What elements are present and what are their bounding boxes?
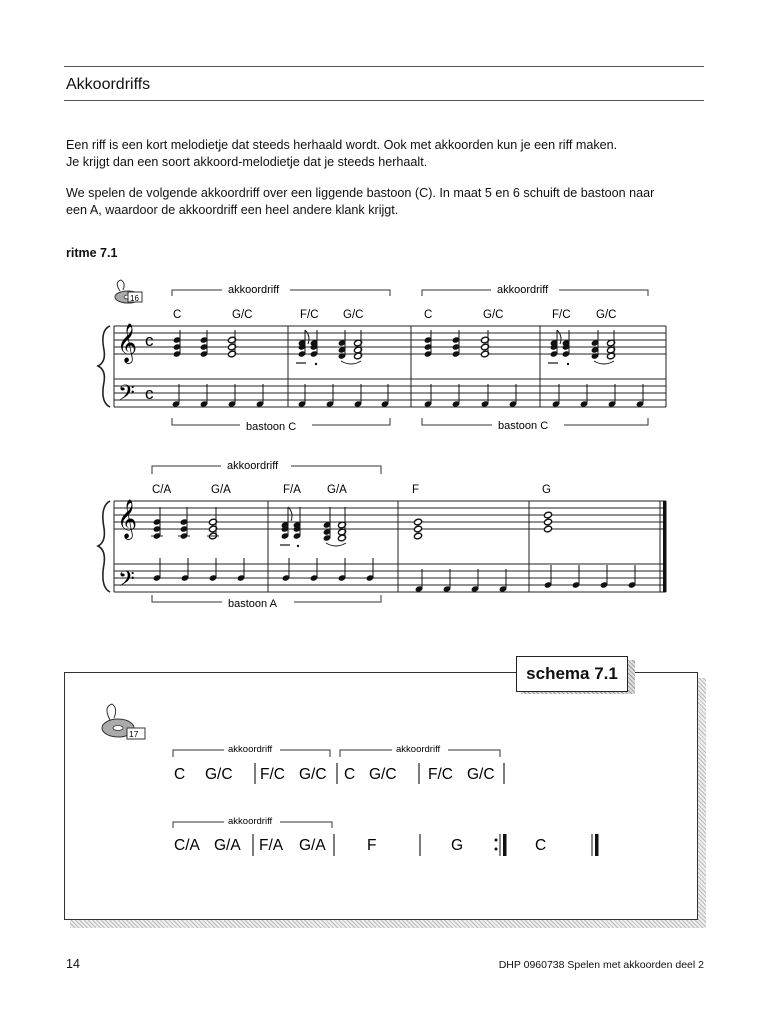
schema-riff-label: akkoordriff (228, 744, 273, 755)
chord-symbol: F (412, 484, 420, 496)
explanation-line-2: een A, waardoor de akkoordriff een heel andere klank krijgt. (66, 203, 399, 217)
schema-chord: F (367, 837, 377, 854)
riff-label-1a: akkoordriff (228, 284, 280, 296)
chord-symbol: C/A (152, 484, 172, 496)
final-barline (663, 501, 667, 592)
explanation-line-1: We spelen de volgende akkoordriff over een liggende bastoon (C). In maat 5 en 6 schuift de bastoon naar (66, 186, 655, 200)
chord-symbol: G/C (343, 309, 364, 321)
schema-chord: G/C (369, 766, 397, 783)
bass-staff-2 (114, 564, 666, 592)
bass-clef-icon: 𝄢 (118, 566, 135, 596)
treble-clef-icon: 𝄞 (117, 500, 138, 538)
schema-chord: C (535, 837, 547, 854)
schema-chord: G/C (467, 766, 495, 783)
bass-label-1b: bastoon C (498, 420, 549, 432)
schema-chord: F/A (259, 837, 284, 854)
chord-symbol: C (173, 309, 182, 321)
schema-content (0, 680, 768, 920)
schema-chord: G/C (299, 766, 327, 783)
treble-chords-system-1 (173, 330, 616, 365)
schema-title: schema 7.1 (516, 656, 628, 692)
treble-chords-system-2 (151, 507, 552, 547)
track-16-number: 16 (130, 294, 139, 303)
chord-symbol: F/A (283, 484, 301, 496)
chord-symbol: F/C (552, 309, 571, 321)
schema-final-barline (595, 834, 599, 856)
bass-notes-system-2 (153, 558, 637, 593)
chord-symbol: F/C (300, 309, 319, 321)
intro-line-1: Een riff is een kort melodietje dat steeds herhaald wordt. Ook met akkoorden kun je een riff maken. (66, 138, 618, 152)
schema-chord: F/C (428, 766, 453, 783)
bass-notes-system-1 (172, 384, 645, 408)
chord-symbol: G/C (483, 309, 504, 321)
bass-label-2: bastoon A (228, 598, 277, 610)
repeat-dots (495, 839, 498, 842)
page-title: Akkoordriffs (66, 76, 151, 93)
schema-chord: G (451, 837, 464, 854)
rhythm-label: ritme 7.1 (66, 246, 118, 260)
treble-staff-2 (114, 501, 666, 529)
schema-chord: G/C (205, 766, 233, 783)
schema-riff-label: akkoordriff (228, 816, 273, 827)
track-17-number: 17 (129, 729, 139, 739)
brace (98, 501, 110, 592)
time-signature: c (145, 384, 154, 403)
schema-chord: F/C (260, 766, 285, 783)
treble-staff-1 (114, 326, 666, 354)
chord-symbol: G/A (211, 484, 231, 496)
riff-label-1b: akkoordriff (497, 284, 549, 296)
bass-clef-icon: 𝄢 (118, 380, 135, 410)
cd-track-17-icon (102, 704, 145, 739)
chord-symbol: G/C (232, 309, 253, 321)
schema-chord: C (174, 766, 186, 783)
chord-symbol: G/A (327, 484, 347, 496)
chord-symbol: G (542, 484, 551, 496)
footer-publication: DHP 0960738 Spelen met akkoorden deel 2 (498, 959, 704, 971)
page-number: 14 (66, 957, 80, 971)
time-signature: c (145, 331, 154, 350)
repeat-barline (503, 834, 507, 856)
riff-label-2: akkoordriff (227, 460, 279, 472)
intro-line-2: Je krijgt dan een soort akkoord-melodietje dat je steeds herhaalt. (66, 155, 428, 169)
schema-chord: C (344, 766, 356, 783)
chord-symbol: G/C (596, 309, 617, 321)
schema-chord: G/A (299, 837, 326, 854)
brace (98, 326, 110, 407)
schema-chord: C/A (174, 837, 200, 854)
chord-symbol: C (424, 309, 433, 321)
schema-chord: G/A (214, 837, 241, 854)
treble-clef-icon: 𝄞 (117, 324, 138, 362)
schema-riff-label: akkoordriff (396, 744, 441, 755)
bass-label-1a: bastoon C (246, 421, 297, 433)
